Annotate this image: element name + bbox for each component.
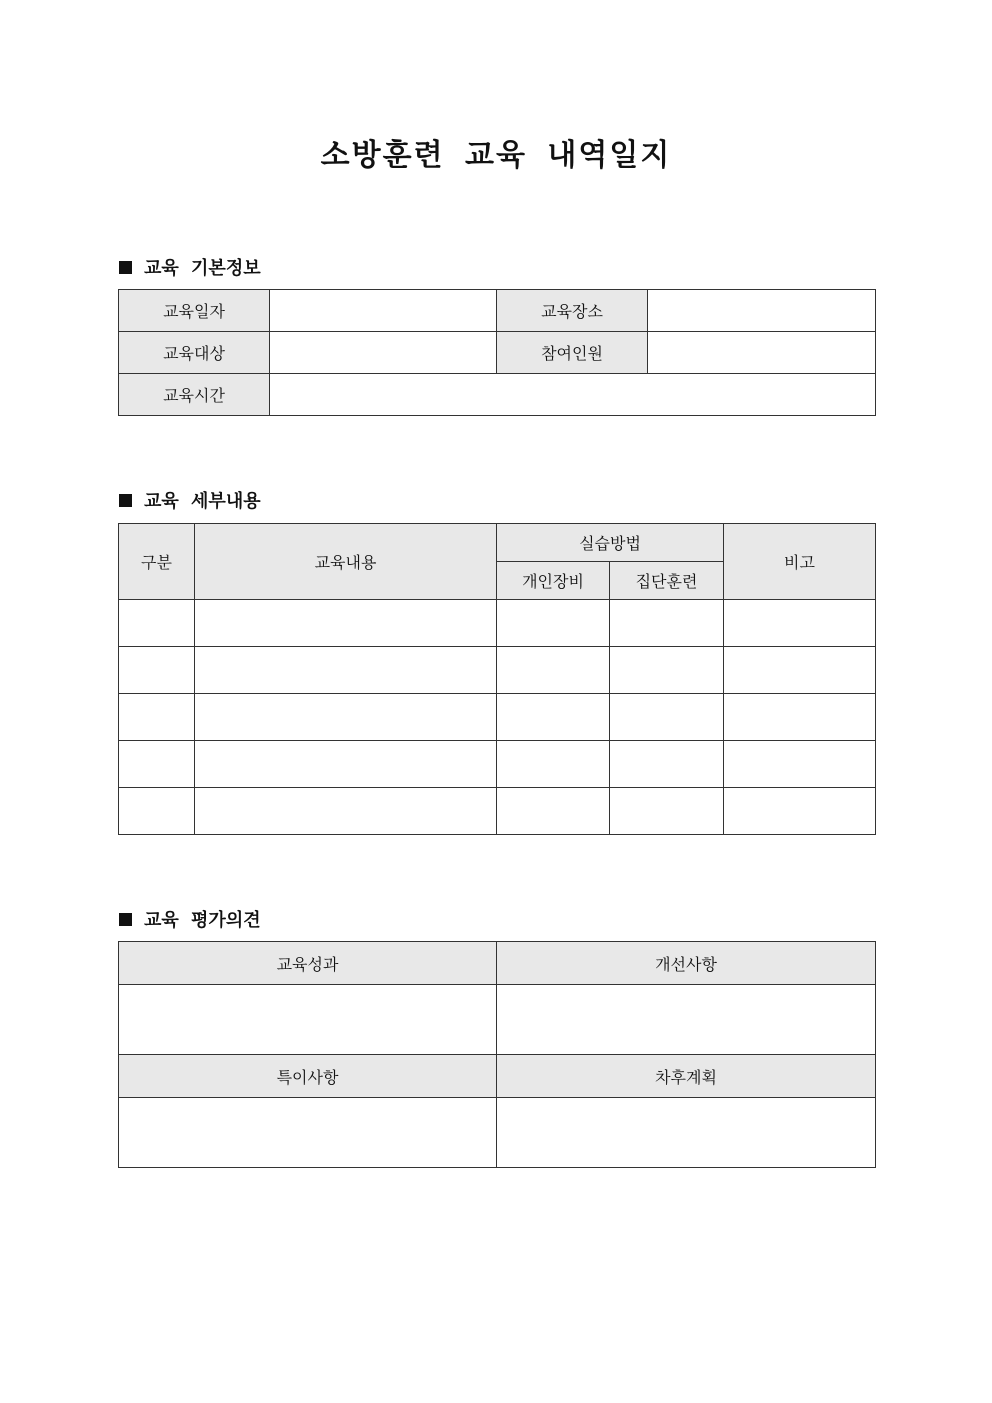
- personal-equipment-header: 개인장비: [497, 562, 610, 600]
- remarks-cell[interactable]: [724, 788, 876, 835]
- table-row: [119, 694, 876, 741]
- education-place-field[interactable]: [648, 290, 876, 332]
- content-cell[interactable]: [195, 647, 497, 694]
- personal-equipment-cell[interactable]: [497, 600, 610, 647]
- content-cell[interactable]: [195, 600, 497, 647]
- results-field[interactable]: [119, 985, 497, 1055]
- personal-equipment-cell[interactable]: [497, 788, 610, 835]
- education-place-label: 교육장소: [497, 290, 648, 332]
- table-row: [119, 788, 876, 835]
- square-bullet-icon: [119, 261, 132, 274]
- content-cell[interactable]: [195, 741, 497, 788]
- personal-equipment-cell[interactable]: [497, 694, 610, 741]
- content-cell[interactable]: [195, 694, 497, 741]
- group-training-cell[interactable]: [610, 788, 724, 835]
- section-heading-basic-info: [119, 254, 261, 280]
- category-cell[interactable]: [119, 600, 195, 647]
- evaluation-table: [118, 941, 876, 1168]
- document-title: 소방훈련 교육 내역일지: [320, 138, 672, 173]
- method-header: 실습방법: [497, 524, 724, 562]
- table-row: [119, 600, 876, 647]
- improvements-label: 개선사항: [497, 942, 876, 985]
- personal-equipment-cell[interactable]: [497, 741, 610, 788]
- next-plan-field[interactable]: [497, 1098, 876, 1168]
- remarks-cell[interactable]: [724, 694, 876, 741]
- square-bullet-icon: [119, 913, 132, 926]
- special-notes-field[interactable]: [119, 1098, 497, 1168]
- education-target-field[interactable]: [270, 332, 497, 374]
- education-date-field[interactable]: [270, 290, 497, 332]
- category-cell[interactable]: [119, 788, 195, 835]
- category-cell[interactable]: [119, 694, 195, 741]
- section-heading-label: 교육 세부내용: [144, 491, 261, 512]
- content-cell[interactable]: [195, 788, 497, 835]
- remarks-cell[interactable]: [724, 741, 876, 788]
- group-training-cell[interactable]: [610, 600, 724, 647]
- table-row: [119, 741, 876, 788]
- remarks-cell[interactable]: [724, 647, 876, 694]
- details-table: [118, 523, 876, 835]
- group-training-cell[interactable]: [610, 741, 724, 788]
- section-heading-label: 교육 평가의견: [144, 910, 261, 931]
- personal-equipment-cell[interactable]: [497, 647, 610, 694]
- group-training-header: 집단훈련: [610, 562, 724, 600]
- attendees-label: 참여인원: [497, 332, 648, 374]
- attendees-field[interactable]: [648, 332, 876, 374]
- table-row: [119, 647, 876, 694]
- results-label: 교육성과: [119, 942, 497, 985]
- category-cell[interactable]: [119, 741, 195, 788]
- section-heading-label: 교육 기본정보: [144, 258, 261, 279]
- education-time-field[interactable]: [270, 374, 876, 416]
- section-heading-evaluation: [119, 906, 261, 932]
- category-cell[interactable]: [119, 647, 195, 694]
- category-header: 구분: [119, 524, 195, 600]
- improvements-field[interactable]: [497, 985, 876, 1055]
- content-header: 교육내용: [195, 524, 497, 600]
- group-training-cell[interactable]: [610, 647, 724, 694]
- section-heading-details: [119, 487, 261, 513]
- group-training-cell[interactable]: [610, 694, 724, 741]
- square-bullet-icon: [119, 494, 132, 507]
- remarks-cell[interactable]: [724, 600, 876, 647]
- education-date-label: 교육일자: [119, 290, 270, 332]
- education-target-label: 교육대상: [119, 332, 270, 374]
- education-time-label: 교육시간: [119, 374, 270, 416]
- remarks-header: 비고: [724, 524, 876, 600]
- basic-info-table: [118, 289, 876, 416]
- next-plan-label: 차후계획: [497, 1055, 876, 1098]
- special-notes-label: 특이사항: [119, 1055, 497, 1098]
